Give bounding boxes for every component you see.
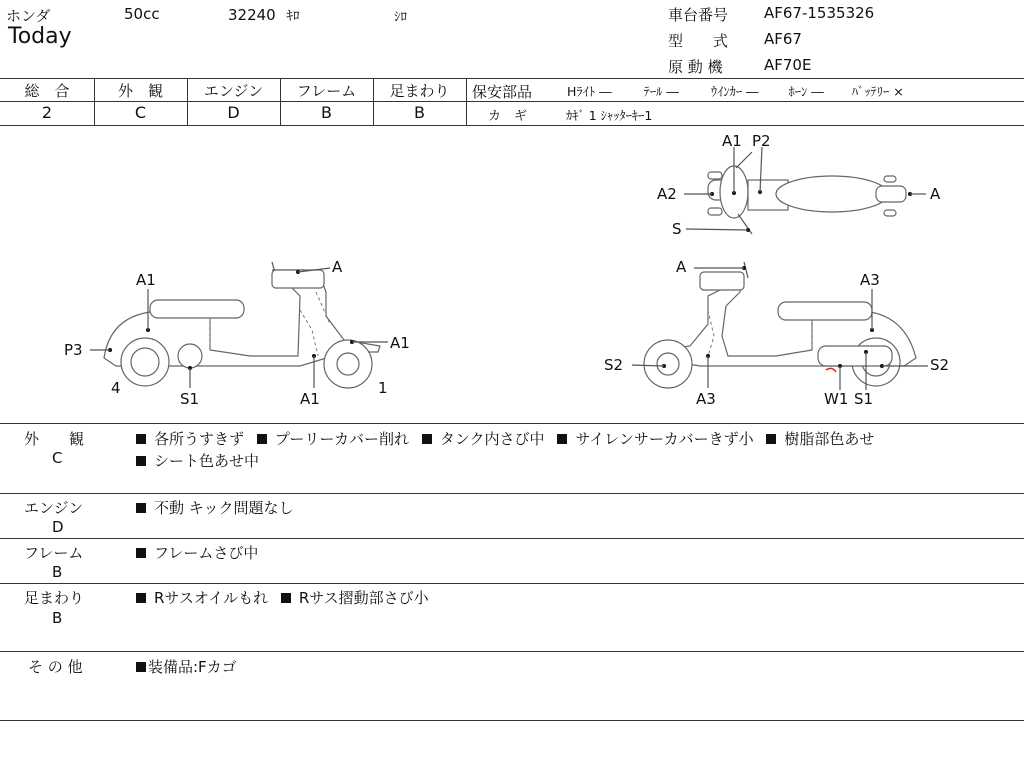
- engine-label: 原 動 機: [668, 58, 723, 76]
- label-s-top: S: [672, 220, 682, 238]
- key-label: カ ギ: [488, 109, 528, 124]
- label-a3-right-bottom: A3: [696, 390, 716, 408]
- label-a1-left-front: A1: [390, 334, 410, 352]
- safety-item-battery: ﾊﾞｯﾃﾘｰ ×: [851, 84, 904, 99]
- remark-item: 樹脂部色あせ: [784, 430, 875, 448]
- remark-item: 装備品:Fカゴ: [148, 658, 237, 676]
- safety-item-tail: ﾃｰﾙ ―: [643, 84, 679, 99]
- mileage-value: 32240: [228, 6, 276, 24]
- grade-exterior-value: C: [134, 103, 147, 122]
- label-a-left: A: [332, 258, 343, 276]
- remark-item: フレームさび中: [154, 544, 259, 562]
- divider: [0, 493, 1024, 494]
- label-a-right: A: [676, 258, 687, 276]
- remark-item: サイレンサーカバーきず小: [575, 430, 754, 448]
- divider: [0, 583, 1024, 584]
- grade-overall-value: 2: [41, 103, 53, 122]
- remark-other-label: そ の 他: [28, 658, 83, 676]
- remark-engine-grade: D: [52, 518, 64, 536]
- label-s1-left: S1: [180, 390, 200, 408]
- engine-value: AF70E: [764, 56, 812, 74]
- maker: ホンダ: [6, 7, 51, 25]
- remark-item: 各所うすきず: [154, 430, 245, 448]
- label-4-left: 4: [111, 379, 121, 397]
- safety-items: [567, 82, 912, 100]
- remark-item: プーリーカバー削れ: [274, 430, 410, 448]
- remark-item: Rサスオイルもれ: [154, 589, 269, 607]
- type-value: AF67: [764, 30, 802, 48]
- safety-parts-label: 保安部品: [472, 83, 533, 101]
- remark-frame-line-1: [136, 542, 266, 563]
- safety-item-winker: ｳｲﾝｶｰ ―: [710, 84, 759, 99]
- grade-suspension-value: B: [414, 103, 425, 122]
- remark-exterior-label: 外 観: [24, 430, 85, 448]
- divider: [0, 720, 1024, 721]
- divider: [0, 423, 1024, 424]
- label-s1-right: S1: [854, 390, 874, 408]
- grade-engine-label: エンジン: [203, 82, 264, 100]
- type-label: 型 式: [668, 32, 729, 50]
- remark-item: Rサス摺動部さび小: [298, 589, 429, 607]
- scooter-left-view-icon: [90, 262, 388, 388]
- remark-item: 不動 キック問題なし: [154, 499, 294, 517]
- label-a1-top: A1: [722, 132, 742, 150]
- color: ｼﾛ: [394, 10, 407, 25]
- label-s2-right-front: S2: [604, 356, 624, 374]
- label-a1-left-seat: A1: [136, 271, 156, 289]
- model-name: Today: [8, 24, 72, 49]
- label-p3-left: P3: [64, 341, 83, 359]
- remark-frame-label: フレーム: [24, 544, 84, 562]
- safety-item-headlight: Hﾗｲﾄ ―: [567, 84, 612, 99]
- remark-suspension-label: 足まわり: [24, 589, 85, 607]
- remark-item: タンク内さび中: [439, 430, 545, 448]
- remark-exterior-line-2: [136, 450, 267, 471]
- label-a2-top: A2: [657, 185, 677, 203]
- grade-suspension-label: 足まわり: [389, 82, 450, 100]
- grade-engine-value: D: [227, 103, 240, 122]
- safety-item-horn: ﾎｰﾝ ―: [788, 84, 824, 99]
- grade-exterior-label: 外 観: [117, 82, 163, 100]
- label-a3-right-seat: A3: [860, 271, 880, 289]
- label-p2-top: P2: [752, 132, 771, 150]
- remark-engine-label: エンジン: [24, 499, 84, 517]
- label-a-top: A: [930, 185, 941, 203]
- scooter-top-view-icon: [684, 147, 926, 234]
- remark-item: シート色あせ中: [154, 452, 260, 470]
- displacement: 50cc: [124, 5, 160, 23]
- scooter-right-view-icon: [632, 262, 928, 390]
- label-s2-right-rear: S2: [930, 356, 950, 374]
- remark-exterior-line-1: [136, 428, 882, 449]
- remark-other-line-1: [136, 656, 245, 677]
- frame-number-label: 車台番号: [668, 6, 729, 24]
- remark-exterior-grade: C: [52, 449, 63, 467]
- remark-frame-grade: B: [52, 563, 63, 581]
- key-value: ｶｷﾞ 1 ｼｬｯﾀｰｷｰ1: [566, 108, 653, 123]
- mileage-unit: ｷﾛ: [286, 9, 300, 24]
- grade-frame-label: フレーム: [296, 82, 357, 100]
- label-1-left: 1: [378, 379, 388, 397]
- divider: [466, 78, 467, 125]
- remark-suspension-line-1: [136, 587, 437, 608]
- remark-engine-line-1: [136, 497, 301, 518]
- divider: [0, 78, 1024, 79]
- condition-diagram: [0, 126, 1024, 422]
- divider: [0, 651, 1024, 652]
- label-a1-left-bottom: A1: [300, 390, 320, 408]
- remark-suspension-grade: B: [52, 609, 63, 627]
- grade-overall-label: 総 合: [24, 82, 70, 100]
- label-w1-right: W1: [824, 390, 849, 408]
- divider: [0, 538, 1024, 539]
- grade-frame-value: B: [321, 103, 332, 122]
- mileage: [228, 5, 300, 24]
- frame-number: AF67-1535326: [764, 4, 875, 22]
